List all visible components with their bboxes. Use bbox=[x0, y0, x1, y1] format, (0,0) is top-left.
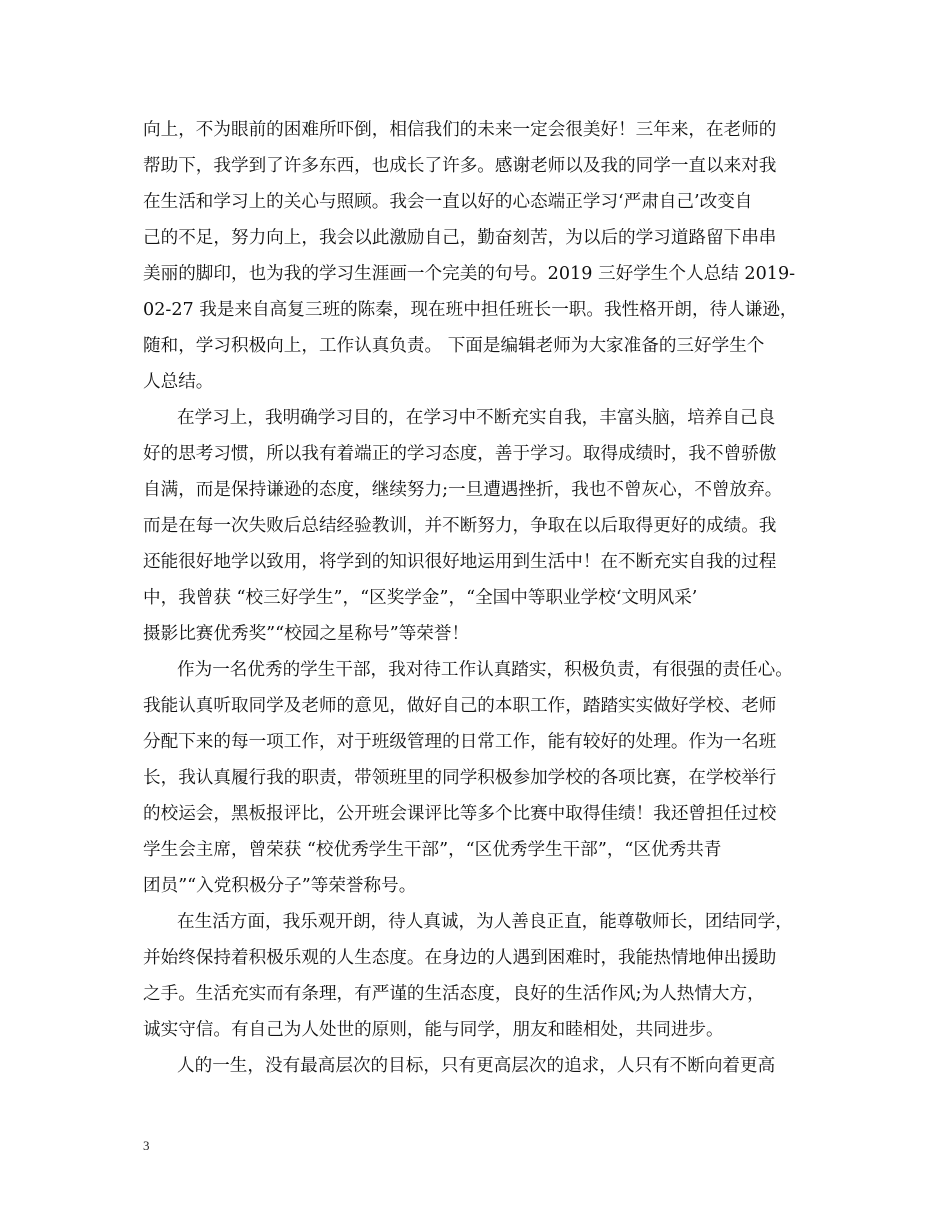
text-line: 摄影比赛优秀奖”“校园之星称号”等荣誉！ bbox=[143, 624, 470, 644]
document-body bbox=[143, 112, 815, 1084]
text-line: 中，我曾获 “校三好学生”，“区奖学金”，“全国中等职业学校‘文明风采’ bbox=[143, 588, 698, 608]
text-line: 向上，不为眼前的困难所吓倒，相信我们的未来一定会很美好！三年来，在老师的 bbox=[143, 120, 777, 140]
text-line: 团员”“入党积极分子”等荣誉称号。 bbox=[143, 876, 417, 896]
text-line: 自满，而是保持谦逊的态度，继续努力;一旦遭遇挫折，我也不曾灰心，不曾放弃。 bbox=[143, 480, 783, 500]
text-line: 并始终保持着积极乐观的人生态度。在身边的人遇到困难时，我能热情地伸出援助 bbox=[143, 948, 777, 968]
text-line: 己的不足，努力向上，我会以此激励自己，勤奋刻苦，为以后的学习道路留下串串 bbox=[143, 228, 777, 248]
page-number: 3 bbox=[143, 1138, 150, 1153]
text-line: 人的一生，没有最高层次的目标，只有更高层次的追求，人只有不断向着更高 bbox=[177, 1056, 776, 1076]
text-line: 美丽的脚印，也为我的学习生涯画一个完美的句号。2019 三好学生个人总结 2019- bbox=[143, 264, 796, 284]
text-line: 作为一名优秀的学生干部，我对待工作认真踏实，积极负责，有很强的责任心。 bbox=[177, 660, 793, 680]
text-line: 随和，学习积极向上，工作认真负责。 下面是编辑老师为大家准备的三好学生个 bbox=[143, 336, 765, 356]
text-line: 分配下来的每一项工作，对于班级管理的日常工作，能有较好的处理。作为一名班 bbox=[143, 732, 777, 752]
text-line: 还能很好地学以致用，将学到的知识很好地运用到生活中！在不断充实自我的过程 bbox=[143, 552, 777, 572]
text-line: 帮助下，我学到了许多东西，也成长了许多。感谢老师以及我的同学一直以来对我 bbox=[143, 156, 777, 176]
text-line: 人总结。 bbox=[143, 372, 214, 392]
text-line: 在学习上，我明确学习目的，在学习中不断充实自我，丰富头脑，培养自己良 bbox=[177, 408, 776, 428]
text-line: 在生活方面，我乐观开朗，待人真诚，为人善良正直，能尊敬师长，团结同学， bbox=[177, 912, 793, 932]
text-line: 02-27 我是来自高复三班的陈秦，现在班中担任班长一职。我性格开朗，待人谦逊， bbox=[143, 300, 798, 320]
text-line: 诚实守信。有自己为人处世的原则，能与同学，朋友和睦相处，共同进步。 bbox=[143, 1020, 724, 1040]
text-line: 之手。生活充实而有条理，有严谨的生活态度，良好的生活作风;为人热情大方， bbox=[143, 984, 765, 1004]
text-line: 我能认真听取同学及老师的意见，做好自己的本职工作，踏踏实实做好学校、老师 bbox=[143, 696, 777, 716]
text-line: 的校运会，黑板报评比，公开班会课评比等多个比赛中取得佳绩！我还曾担任过校 bbox=[143, 804, 777, 824]
text-line: 好的思考习惯，所以我有着端正的学习态度，善于学习。取得成绩时，我不曾骄傲 bbox=[143, 444, 777, 464]
text-line: 而是在每一次失败后总结经验教训，并不断努力，争取在以后取得更好的成绩。我 bbox=[143, 516, 777, 536]
text-line: 在生活和学习上的关心与照顾。我会一直以好的心态端正学习‘严肃自己’改变自 bbox=[143, 192, 753, 212]
text-line: 长，我认真履行我的职责，带领班里的同学积极参加学校的各项比赛，在学校举行 bbox=[143, 768, 777, 788]
text-line: 学生会主席，曾荣获 “校优秀学生干部”，“区优秀学生干部”，“区优秀共青 bbox=[143, 840, 722, 860]
